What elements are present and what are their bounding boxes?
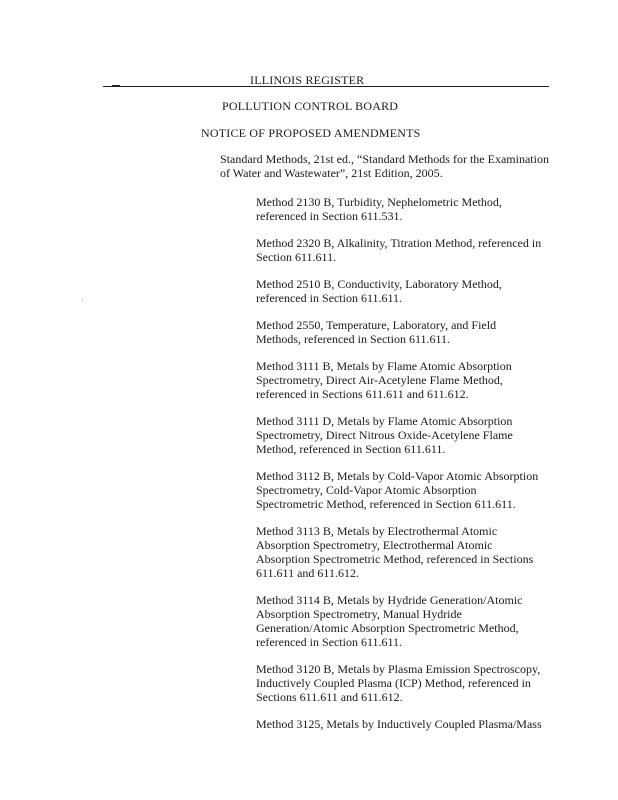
- method-entry: Method 3125, Metals by Inductively Coupled Plasma/Mass: [256, 717, 542, 731]
- header-rule: [103, 86, 549, 87]
- intro-paragraph: Standard Methods, 21st ed., “Standard Methods for the Examination of Water and Wastewater”, 21st Edition, 2005.: [220, 152, 549, 180]
- notice-title: NOTICE OF PROPOSED AMENDMENTS: [201, 126, 421, 140]
- scan-speck: [82, 300, 83, 301]
- method-entry: Method 3114 B, Metals by Hydride Generation/Atomic Absorption Spectrometry, Manual Hydride Generation/Atomic Absorption Spectrometric Method, referenced in Section 611.611.: [256, 593, 523, 649]
- method-entry: Method 3111 D, Metals by Flame Atomic Absorption Spectrometry, Direct Nitrous Oxide-Acetylene Flame Method, referenced in Section 611.611.: [256, 414, 513, 456]
- method-entry: Method 3111 B, Metals by Flame Atomic Absorption Spectrometry, Direct Air-Acetylene Flame Method, referenced in Sections 611.611 and 611.612.: [256, 359, 512, 401]
- method-entry: Method 3113 B, Metals by Electrothermal Atomic Absorption Spectrometry, Electrothermal Atomic Absorption Spectrometric Method, referenced in Sections 611.611 and 611.612.: [256, 524, 534, 580]
- method-list: [256, 195, 556, 744]
- method-entry: Method 2510 B, Conductivity, Laboratory Method, referenced in Section 611.611.: [256, 277, 502, 305]
- method-entry: Method 2130 B, Turbidity, Nephelometric Method, referenced in Section 611.531.: [256, 195, 502, 223]
- board-title: POLLUTION CONTROL BOARD: [222, 99, 399, 113]
- method-entry: Method 2320 B, Alkalinity, Titration Method, referenced in Section 611.611.: [256, 236, 542, 264]
- method-entry: Method 2550, Temperature, Laboratory, and Field Methods, referenced in Section 611.611.: [256, 318, 497, 346]
- header-rule-mark: [112, 85, 120, 87]
- method-entry: Method 3120 B, Metals by Plasma Emission Spectroscopy, Inductively Coupled Plasma (ICP) Method, referenced in Sections 611.611 and 611.612.: [256, 662, 541, 704]
- register-title: ILLINOIS REGISTER: [250, 73, 365, 87]
- method-entry: Method 3112 B, Metals by Cold-Vapor Atomic Absorption Spectrometry, Cold-Vapor Atomic Absorption Spectrometric Method, referenced in Section 611.611.: [256, 469, 539, 511]
